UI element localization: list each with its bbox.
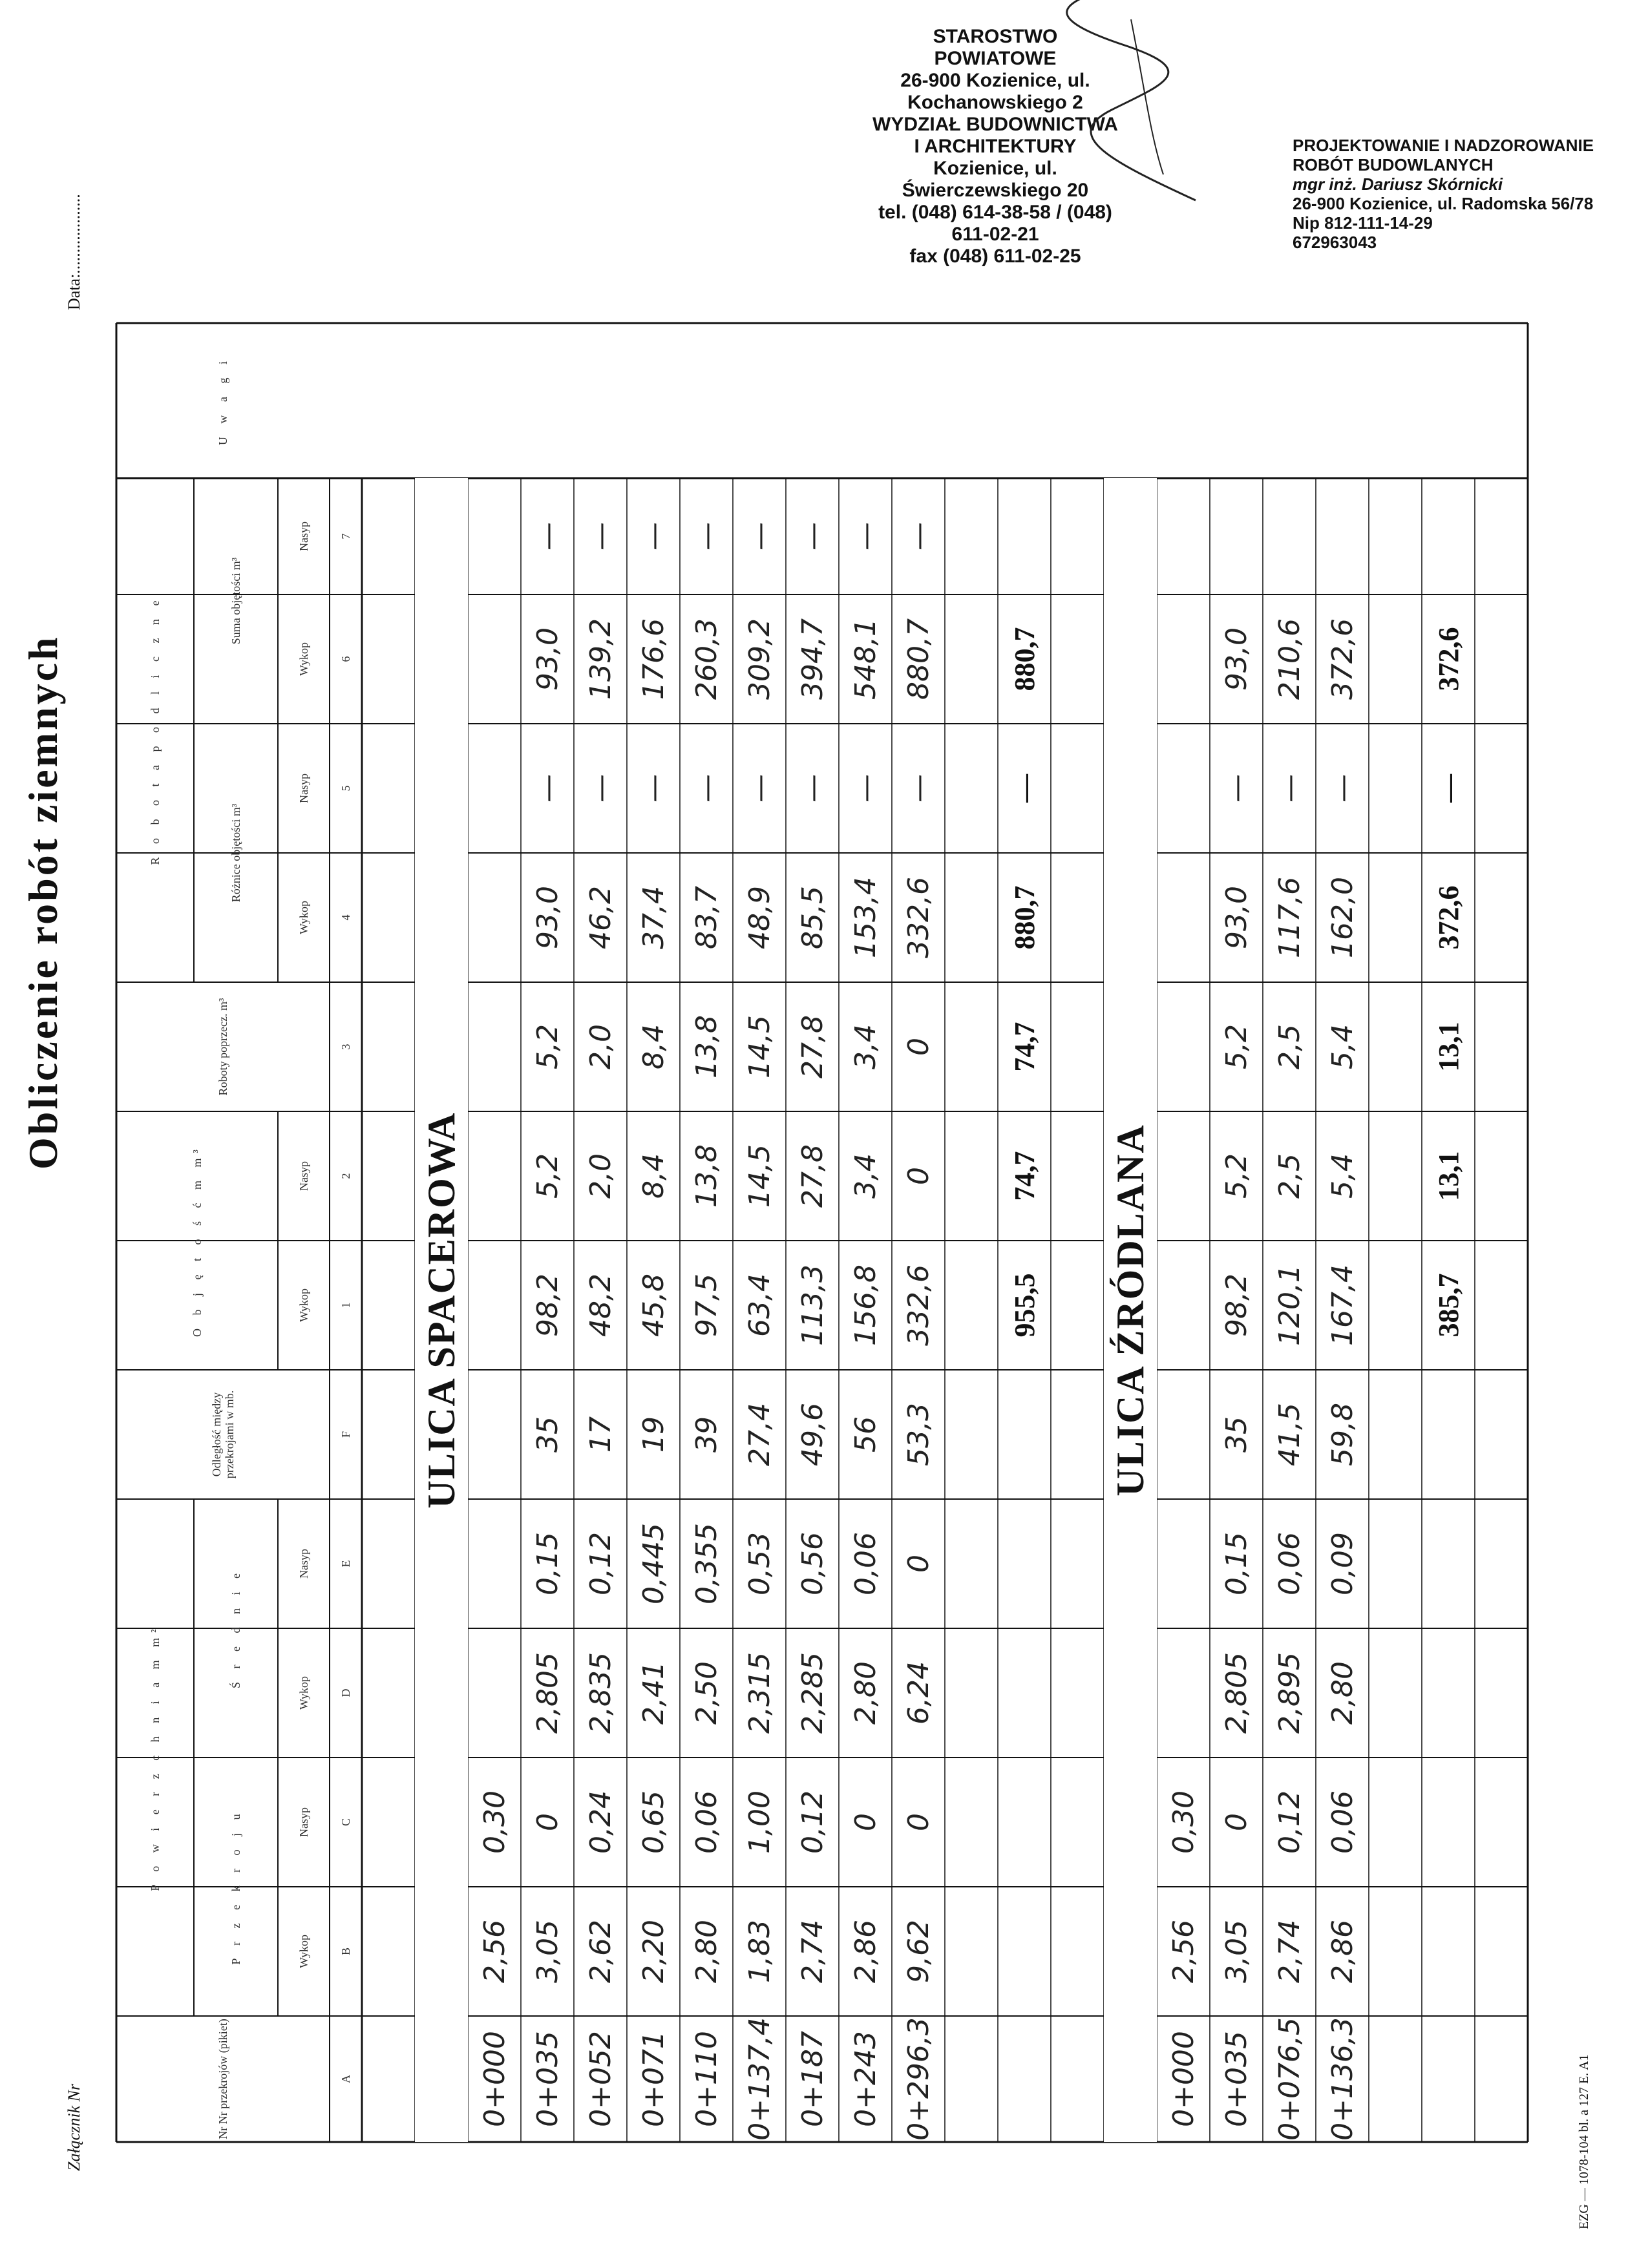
table-cell: 0,56 bbox=[796, 1532, 829, 1595]
table-cell: 2,50 bbox=[690, 1661, 723, 1725]
header-letter: 1 bbox=[339, 1302, 352, 1308]
stamp-line: Kozienice, ul. Świerczewskiego 20 bbox=[902, 158, 1089, 201]
header-nasyp: Nasyp bbox=[297, 1807, 310, 1837]
table-cell: 0,30 bbox=[478, 1790, 511, 1854]
total-cell: 385,7 bbox=[1432, 1273, 1464, 1338]
table-cell: — bbox=[1273, 774, 1306, 803]
table-cell: — bbox=[902, 774, 935, 803]
table-cell: 176,6 bbox=[637, 618, 670, 700]
table-cell: 63,4 bbox=[743, 1274, 776, 1337]
table-cell: 93,0 bbox=[531, 627, 564, 691]
header-roboty-group: R o b o t a p o d l i c z n e bbox=[149, 595, 162, 865]
table-cell: — bbox=[531, 774, 564, 803]
table-cell bbox=[468, 1111, 521, 1241]
table-cell: 0,06 bbox=[1326, 1790, 1359, 1854]
table-cell: — bbox=[584, 774, 617, 803]
table-cell: 2,74 bbox=[1273, 1920, 1306, 1983]
table-cell: 6,24 bbox=[902, 1661, 935, 1725]
table-cell: 139,2 bbox=[584, 618, 617, 700]
table-cell: 0,24 bbox=[584, 1790, 617, 1854]
table-cell: — bbox=[690, 774, 723, 803]
total-cell: 13,1 bbox=[1432, 1022, 1464, 1072]
table-cell: 0+000 bbox=[478, 2031, 511, 2127]
table-cell: 120,1 bbox=[1273, 1265, 1306, 1346]
table-cell: 1,83 bbox=[743, 1920, 776, 1983]
total-cell: — bbox=[1008, 774, 1041, 803]
table-cell: 0,09 bbox=[1326, 1532, 1359, 1595]
header-wykop: Wykop bbox=[297, 1935, 310, 1968]
header-letter: 6 bbox=[339, 656, 352, 662]
table-cell: 2,80 bbox=[690, 1920, 723, 1983]
total-cell: 880,7 bbox=[1008, 627, 1041, 691]
header-srednie: Ś r e d n i e bbox=[229, 1568, 242, 1688]
table-cell: 9,62 bbox=[902, 1920, 935, 1983]
table-cell: — bbox=[849, 522, 882, 551]
table-cell: 0+035 bbox=[531, 2031, 564, 2127]
table-cell: 0+137,4 bbox=[743, 2017, 776, 2141]
table-cell: 0,445 bbox=[637, 1523, 670, 1604]
table-cell: 2,56 bbox=[478, 1920, 511, 1983]
table-cell: 210,6 bbox=[1273, 618, 1306, 700]
table-cell bbox=[468, 1499, 521, 1628]
table-cell: — bbox=[690, 522, 723, 551]
table-cell: 48,9 bbox=[743, 886, 776, 949]
table-cell: 0 bbox=[1220, 1813, 1253, 1831]
table-cell: 93,0 bbox=[1220, 886, 1253, 949]
table-cell: — bbox=[1326, 774, 1359, 803]
total-cell: 74,7 bbox=[1008, 1151, 1041, 1201]
table-cell: 5,2 bbox=[1220, 1153, 1253, 1199]
table-cell: 394,7 bbox=[796, 618, 829, 700]
stamp-line: mgr inż. Dariusz Skórnicki bbox=[1293, 174, 1503, 194]
table-cell: 2,80 bbox=[849, 1661, 882, 1725]
table-cell: — bbox=[637, 522, 670, 551]
table-cell: 0+296,3 bbox=[902, 2017, 935, 2141]
table-cell: 5,2 bbox=[531, 1153, 564, 1199]
table-cell: 2,62 bbox=[584, 1920, 617, 1983]
table-cell: 83,7 bbox=[690, 886, 723, 949]
table-cell: 260,3 bbox=[690, 618, 723, 700]
header-letter: F bbox=[339, 1431, 352, 1438]
table-cell: 0,15 bbox=[1220, 1532, 1253, 1595]
table-cell: 93,0 bbox=[1220, 627, 1253, 691]
header-uwagi: U w a g i bbox=[217, 356, 229, 445]
table-cell: 3,4 bbox=[849, 1153, 882, 1199]
table-cell: 0+076,5 bbox=[1273, 2017, 1306, 2141]
footer-print: EZG — 1078-104 bl. a 127 E. A1 bbox=[1577, 2054, 1591, 2229]
header-letter: 4 bbox=[339, 914, 352, 921]
table-cell: — bbox=[1220, 774, 1253, 803]
table-cell: 59,8 bbox=[1326, 1403, 1359, 1466]
table-cell: — bbox=[743, 774, 776, 803]
table-cell: 0,355 bbox=[690, 1523, 723, 1604]
header-letter: E bbox=[339, 1560, 352, 1568]
table-cell: 2,20 bbox=[637, 1920, 670, 1983]
table-cell: 13,8 bbox=[690, 1144, 723, 1208]
stamp-line: tel. (048) 614-38-58 / (048) 611-02-21 bbox=[878, 202, 1112, 245]
table-cell bbox=[1263, 478, 1316, 594]
stamp-line: 26-900 Kozienice, ul. Kochanowskiego 2 bbox=[900, 70, 1090, 113]
table-cell bbox=[1316, 478, 1369, 594]
table-cell: 0+071 bbox=[637, 2031, 670, 2127]
table-cell: 2,86 bbox=[849, 1920, 882, 1983]
table-cell: — bbox=[637, 774, 670, 803]
table-cell: 35 bbox=[531, 1416, 564, 1453]
table-cell: 0,12 bbox=[796, 1790, 829, 1854]
stamp-line: Nip 812-111-14-29 bbox=[1293, 213, 1433, 233]
date-label: Data:................... bbox=[65, 194, 83, 310]
table-cell: 3,05 bbox=[1220, 1920, 1253, 1983]
table-cell: — bbox=[902, 522, 935, 551]
table-cell: 56 bbox=[849, 1416, 882, 1453]
table-cell: 2,86 bbox=[1326, 1920, 1359, 1983]
table-cell: 0,53 bbox=[743, 1532, 776, 1595]
table-cell: 45,8 bbox=[637, 1274, 670, 1337]
table-cell: 167,4 bbox=[1326, 1265, 1359, 1346]
table-cell: 41,5 bbox=[1273, 1403, 1306, 1466]
table-cell: 14,5 bbox=[743, 1015, 776, 1078]
header-wykop: Wykop bbox=[297, 1676, 310, 1710]
table-cell: 5,4 bbox=[1326, 1153, 1359, 1199]
header-letter: 5 bbox=[339, 785, 352, 792]
table-cell: 13,8 bbox=[690, 1015, 723, 1078]
table-cell: 0+243 bbox=[849, 2031, 882, 2127]
table-cell bbox=[468, 1241, 521, 1370]
table-cell: 2,74 bbox=[796, 1920, 829, 1983]
table-cell: 0 bbox=[902, 1555, 935, 1573]
total-cell: — bbox=[1432, 774, 1464, 803]
table-cell: 2,835 bbox=[584, 1652, 617, 1734]
header-przekroj: P r z e k r o j u bbox=[229, 1809, 242, 1965]
table-cell: 0+187 bbox=[796, 2031, 829, 2127]
table-cell: 8,4 bbox=[637, 1153, 670, 1199]
street-name: ULICA ŹRÓDLANA bbox=[1104, 478, 1157, 2142]
header-nasyp: Nasyp bbox=[297, 1161, 310, 1191]
header-nasyp: Nasyp bbox=[297, 521, 310, 551]
table-cell: 0+052 bbox=[584, 2031, 617, 2127]
table-cell: 2,895 bbox=[1273, 1652, 1306, 1734]
table-cell bbox=[468, 1370, 521, 1499]
total-cell: 74,7 bbox=[1008, 1022, 1041, 1072]
table-cell bbox=[468, 853, 521, 982]
total-cell: 13,1 bbox=[1432, 1151, 1464, 1201]
table-cell: 85,5 bbox=[796, 886, 829, 949]
table-cell: 0,12 bbox=[584, 1532, 617, 1595]
table-cell: 880,7 bbox=[902, 618, 935, 700]
header-odleglosc: Odległość między przekrojami w mb. bbox=[210, 1390, 236, 1479]
table-cell: — bbox=[584, 522, 617, 551]
header-nasyp: Nasyp bbox=[297, 1549, 310, 1579]
table-cell: — bbox=[743, 522, 776, 551]
table-cell: 49,6 bbox=[796, 1403, 829, 1466]
table-cell bbox=[468, 724, 521, 853]
table-cell: 17 bbox=[584, 1416, 617, 1453]
table-cell: 35 bbox=[1220, 1416, 1253, 1453]
stamp-line: WYDZIAŁ BUDOWNICTWA bbox=[872, 114, 1118, 135]
header-letter: 2 bbox=[339, 1173, 352, 1179]
table-cell: 2,41 bbox=[637, 1661, 670, 1725]
header-suma: Suma objętości m³ bbox=[229, 557, 242, 645]
table-cell: 2,285 bbox=[796, 1652, 829, 1734]
table-cell: 3,4 bbox=[849, 1024, 882, 1069]
table-cell bbox=[1157, 724, 1210, 853]
stamp-line: I ARCHITEKTURY bbox=[914, 136, 1077, 157]
table-cell bbox=[468, 594, 521, 724]
table-cell: 98,2 bbox=[1220, 1274, 1253, 1337]
table-cell: 53,3 bbox=[902, 1403, 935, 1466]
table-cell: 2,805 bbox=[1220, 1652, 1253, 1734]
table-cell bbox=[468, 478, 521, 594]
table-cell bbox=[1157, 1111, 1210, 1241]
header-pow-group: P o w i e r z c h n i a m m² bbox=[149, 1624, 162, 1891]
header-letter: 3 bbox=[339, 1044, 352, 1050]
table-cell: 2,0 bbox=[584, 1153, 617, 1199]
table-cell bbox=[1157, 1241, 1210, 1370]
stamp-line: fax (048) 611-02-25 bbox=[909, 246, 1081, 267]
table-cell: 0,06 bbox=[1273, 1532, 1306, 1595]
table-cell: 2,5 bbox=[1273, 1153, 1306, 1199]
header-letter: 7 bbox=[339, 533, 352, 540]
table-cell bbox=[468, 1628, 521, 1758]
table-cell: 27,8 bbox=[796, 1144, 829, 1208]
table-cell: 2,5 bbox=[1273, 1024, 1306, 1069]
table-cell: 153,4 bbox=[849, 877, 882, 958]
header-objetosc: O b j ę t o ś ć m m³ bbox=[191, 1144, 204, 1337]
table-cell: 309,2 bbox=[743, 618, 776, 700]
table-cell bbox=[1157, 478, 1210, 594]
table-cell: 0,06 bbox=[849, 1532, 882, 1595]
table-cell bbox=[1157, 1370, 1210, 1499]
stamp-line: PROJEKTOWANIE I NADZOROWANIE bbox=[1293, 136, 1594, 155]
table-cell: 0+035 bbox=[1220, 2031, 1253, 2127]
stamp-line: 672963043 bbox=[1293, 233, 1377, 252]
table-cell: 0 bbox=[902, 1813, 935, 1831]
header-letter: C bbox=[339, 1818, 352, 1827]
header-wykop: Wykop bbox=[297, 901, 310, 934]
table-cell: 14,5 bbox=[743, 1144, 776, 1208]
header-letter: B bbox=[339, 1948, 352, 1956]
table-cell: 37,4 bbox=[637, 886, 670, 949]
table-cell bbox=[1210, 478, 1263, 594]
total-cell: 880,7 bbox=[1008, 885, 1041, 950]
table-cell bbox=[1157, 594, 1210, 724]
street-name: ULICA SPACEROWA bbox=[415, 478, 468, 2142]
table-cell: 0,12 bbox=[1273, 1790, 1306, 1854]
table-cell: 5,2 bbox=[531, 1024, 564, 1069]
total-cell: 955,5 bbox=[1008, 1273, 1041, 1338]
attachment-label: Załącznik Nr bbox=[65, 2083, 83, 2171]
table-cell: 117,6 bbox=[1273, 877, 1306, 958]
header-nasyp: Nasyp bbox=[297, 773, 310, 803]
table-cell: 0,65 bbox=[637, 1790, 670, 1854]
table-cell: 2,0 bbox=[584, 1024, 617, 1069]
table-cell: 27,8 bbox=[796, 1015, 829, 1078]
table-cell: 0,15 bbox=[531, 1532, 564, 1595]
table-cell: 332,6 bbox=[902, 1265, 935, 1346]
header-wykop: Wykop bbox=[297, 1288, 310, 1322]
table-cell bbox=[1157, 853, 1210, 982]
designer-stamp bbox=[1293, 136, 1648, 252]
table-cell: 2,805 bbox=[531, 1652, 564, 1734]
table-cell: 2,56 bbox=[1167, 1920, 1200, 1983]
table-cell: 0 bbox=[902, 1038, 935, 1056]
header-wykop: Wykop bbox=[297, 642, 310, 676]
table-cell: 0 bbox=[902, 1167, 935, 1185]
table-cell: 5,2 bbox=[1220, 1024, 1253, 1069]
header-col-a: Nr Nr przekrojów (pikiet) bbox=[217, 2019, 229, 2139]
header-letter: D bbox=[339, 1688, 352, 1697]
table-cell: 5,4 bbox=[1326, 1024, 1359, 1069]
table-cell: 113,3 bbox=[796, 1265, 829, 1346]
table-cell: 2,80 bbox=[1326, 1661, 1359, 1725]
table-cell: 39 bbox=[690, 1416, 723, 1453]
table-cell: 97,5 bbox=[690, 1274, 723, 1337]
table-cell bbox=[1157, 1499, 1210, 1628]
table-cell: 0,06 bbox=[690, 1790, 723, 1854]
table-cell: 27,4 bbox=[743, 1403, 776, 1466]
header-roboty-pop: Roboty poprzecz. m³ bbox=[217, 998, 229, 1096]
total-cell: 372,6 bbox=[1432, 627, 1464, 691]
table-cell: 0+000 bbox=[1167, 2031, 1200, 2127]
table-cell: 48,2 bbox=[584, 1274, 617, 1337]
table-cell: 0+136,3 bbox=[1326, 2017, 1359, 2141]
signature-icon bbox=[1034, 0, 1228, 213]
table-cell bbox=[1157, 982, 1210, 1111]
table-cell: 98,2 bbox=[531, 1274, 564, 1337]
table-cell: 2,315 bbox=[743, 1652, 776, 1734]
table-cell: 19 bbox=[637, 1416, 670, 1453]
table-cell: 93,0 bbox=[531, 886, 564, 949]
stamp-line: ROBÓT BUDOWLANYCH bbox=[1293, 155, 1494, 174]
table-cell bbox=[468, 982, 521, 1111]
table-cell: — bbox=[796, 774, 829, 803]
table-cell bbox=[1157, 1628, 1210, 1758]
table-cell: 162,0 bbox=[1326, 877, 1359, 958]
table-cell: 372,6 bbox=[1326, 618, 1359, 700]
header-roznice: Różnice objętości m³ bbox=[229, 803, 242, 903]
table-cell: — bbox=[849, 774, 882, 803]
table-cell: 548,1 bbox=[849, 618, 882, 700]
table-cell: 0 bbox=[531, 1813, 564, 1831]
page-title: Obliczenie robót ziemnych bbox=[20, 635, 66, 1170]
table-cell: 0 bbox=[849, 1813, 882, 1831]
header-letter: A bbox=[339, 2075, 352, 2083]
table-cell: 1,00 bbox=[743, 1790, 776, 1854]
table-cell: — bbox=[531, 522, 564, 551]
table-cell: 46,2 bbox=[584, 886, 617, 949]
table-cell: 0,30 bbox=[1167, 1790, 1200, 1854]
table-cell: 3,05 bbox=[531, 1920, 564, 1983]
table-cell: 156,8 bbox=[849, 1265, 882, 1346]
table-cell: 8,4 bbox=[637, 1024, 670, 1069]
table-cell: 0+110 bbox=[690, 2031, 723, 2127]
table-cell: — bbox=[796, 522, 829, 551]
total-cell: 372,6 bbox=[1432, 885, 1464, 950]
stamp-line: 26-900 Kozienice, ul. Radomska 56/78 bbox=[1293, 194, 1594, 213]
table-cell: 332,6 bbox=[902, 877, 935, 958]
stamp-line: STAROSTWO POWIATOWE bbox=[933, 26, 1058, 69]
